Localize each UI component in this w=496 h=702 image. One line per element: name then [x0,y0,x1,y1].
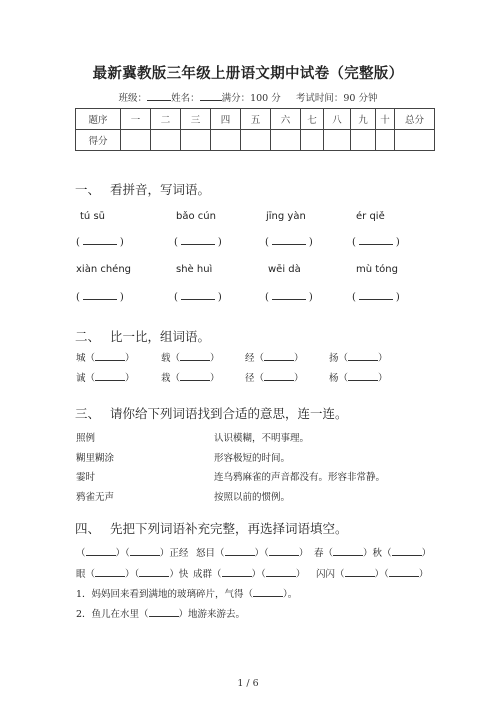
paren-close: ） [378,353,388,364]
answer-blank[interactable] [265,235,313,248]
answer-blank[interactable] [76,235,124,248]
paren-close: ) [395,237,400,248]
section-number: 一、 [75,182,101,197]
question-text: ）。 [283,589,298,600]
score-row [76,130,435,151]
paren-open: （ [85,569,96,580]
score-cell[interactable] [241,130,271,151]
question-text: 2．鱼儿在水里（ [76,609,149,620]
paren-close: ） [295,569,306,580]
blank-line[interactable] [139,567,169,577]
blank-line[interactable] [272,235,306,245]
idiom-text: 春 [314,548,324,559]
blank-line[interactable] [272,290,306,300]
paren-open: ( [265,237,269,248]
pinyin: jīng yàn [266,211,306,222]
name-label: 姓名： [171,93,200,104]
score-cell[interactable] [301,130,324,151]
header-cell: 十 [376,109,395,130]
header-cell: 题序 [76,109,121,130]
idiom-text: 成群 [193,569,213,580]
idiom-text: 秋 [372,548,383,559]
score-cell[interactable] [324,130,351,151]
paren-close: ） [210,353,220,364]
paren-open: ( [76,237,80,248]
idiom-text: 怒目 [196,548,216,559]
question-2 [76,606,245,620]
paren-open: ( [76,292,80,303]
answer-blank[interactable] [174,290,222,303]
exam-time: 考试时间：90 分钟 [295,93,378,104]
paren-open: （ [76,548,86,559]
question-1 [76,586,297,600]
name-blank[interactable] [200,91,222,101]
paren-close: ） [421,548,432,559]
page-number: 1 / 6 [237,678,259,689]
match-left-item[interactable]: 鸦雀无声 [76,492,115,503]
blank-line[interactable] [264,351,294,361]
score-cell[interactable] [376,130,395,151]
score-table-header-row [76,109,435,130]
score-cell[interactable] [271,130,301,151]
full-score: 满分：100 分 [221,93,281,104]
section-3-heading [75,404,348,422]
blank-line[interactable] [95,567,125,577]
match-right-item[interactable]: 认识模糊，不明事理。 [214,433,310,444]
blank-line[interactable] [269,546,299,556]
paren-open: （ [170,373,181,384]
paren-close: ） [115,548,126,559]
paren-open: ( [174,237,178,248]
paren-open: ( [352,237,356,248]
paren-close: ） [294,373,304,384]
pinyin: mù tóng [356,264,398,275]
section-title: 先把下列词语补充完整，再选择词语填空。 [110,521,348,536]
character: 栽 [161,373,171,384]
idiom-text: 闪闪 [316,569,336,580]
character: 诚 [76,373,86,384]
idiom-item [316,566,428,580]
compare-item [329,350,388,364]
header-cell: 九 [351,109,376,130]
paren-close: ） [254,548,265,559]
paren-close: ) [217,237,222,248]
character: 径 [245,373,255,384]
blank-line[interactable] [86,546,116,556]
paren-open: （ [338,353,349,364]
match-right-item[interactable]: 形容极短的时间。 [214,453,291,464]
match-left-item[interactable]: 糊里糊涂 [76,453,115,464]
compare-item [76,370,135,384]
idiom-item [76,545,188,559]
paren-open: （ [254,353,265,364]
paren-open: （ [384,569,389,580]
compare-item [76,350,135,364]
paren-open: （ [382,548,392,559]
blank-line[interactable] [264,371,294,381]
answer-blank[interactable] [76,290,124,303]
paren-close: ） [125,353,135,364]
compare-item [161,350,220,364]
blank-line[interactable] [181,235,215,245]
character: 杨 [329,373,339,384]
idiom-item [193,566,305,580]
paren-close: ） [125,373,135,384]
blank-line[interactable] [359,290,393,300]
compare-item [245,350,304,364]
idiom-item [314,545,431,559]
section-number: 二、 [75,329,101,344]
paren-close: ) [308,237,313,248]
header-cell: 八 [324,109,351,130]
question-text: ）地游来游去。 [178,609,246,620]
paren-open: ( [352,292,356,303]
blank-line[interactable] [95,351,125,361]
paren-open: （ [212,569,222,580]
blank-line[interactable] [83,235,117,245]
answer-blank[interactable] [174,235,222,248]
blank-line[interactable] [345,567,375,577]
character: 载 [161,353,171,364]
blank-line[interactable] [95,371,125,381]
header-cell: 七 [301,109,324,130]
paren-close: ) [308,292,313,303]
header-cell: 四 [211,109,241,130]
blank-line[interactable] [83,290,117,300]
pinyin: ér qiě [356,211,385,222]
question-text: 1．妈妈回来看到满地的玻璃碎片，气得（ [76,589,254,600]
paren-close: ） [125,569,135,580]
paren-close: ） [378,373,388,384]
blank-line[interactable] [389,567,419,577]
paren-close: ） [159,548,170,559]
blank-line[interactable] [348,351,378,361]
section-title: 请你给下列词语找到合适的意思，连一连。 [110,406,348,421]
score-cell[interactable] [211,130,241,151]
paren-close: ） [374,569,385,580]
exam-info [0,90,496,104]
match-left-item[interactable]: 照例 [76,433,96,444]
paren-open: （ [338,373,349,384]
paren-open: （ [134,569,140,580]
blank-line[interactable] [222,567,252,577]
blank-line[interactable] [253,587,283,597]
class-blank[interactable] [147,91,171,101]
character: 扬 [329,353,339,364]
paren-close: ） [363,548,373,559]
blank-line[interactable] [392,546,422,556]
paren-close: ） [210,373,220,384]
character: 城 [76,353,86,364]
answer-blank[interactable] [352,290,400,303]
section-title: 看拼音，写词语。 [110,182,211,197]
blank-line[interactable] [348,371,378,381]
paren-open: ( [265,292,269,303]
paren-close: ) [119,237,124,248]
paren-open: （ [125,548,130,559]
idiom-item [76,566,188,580]
compare-item [161,370,220,384]
section-4-heading [75,519,348,537]
idiom-text: 快 [178,569,189,580]
idiom-text: 正经 [169,548,189,559]
paren-open: （ [85,353,96,364]
answer-blank[interactable] [265,290,313,303]
paren-open: ( [174,292,178,303]
section-title: 比一比，组词语。 [110,329,211,344]
paren-open: （ [85,373,96,384]
section-number: 三、 [75,406,101,421]
character: 经 [245,353,255,364]
paren-close: ） [418,569,429,580]
score-cell[interactable] [121,130,151,151]
match-left-item[interactable]: 霎时 [76,472,96,483]
paren-close: ） [294,353,304,364]
section-1-heading [75,180,210,198]
pinyin: xiàn chéng [76,264,132,275]
blank-line[interactable] [225,546,255,556]
match-right-item[interactable]: 按照以前的惯例。 [214,492,291,503]
pinyin: tú sū [80,211,105,222]
score-cell[interactable] [151,130,181,151]
idiom-item [196,545,308,559]
header-cell: 一 [121,109,151,130]
header-cell: 二 [151,109,181,130]
blank-line[interactable] [130,546,160,556]
paren-open: （ [261,569,266,580]
score-row-label: 得分 [76,130,121,151]
idiom-text: 眼 [76,569,86,580]
header-cell: 三 [181,109,211,130]
score-table [75,108,435,151]
header-cell: 总分 [395,109,435,130]
compare-item [329,370,388,384]
pinyin: bǎo cún [176,211,216,222]
compare-item [245,370,304,384]
paren-open: （ [170,353,181,364]
paren-close: ） [169,569,179,580]
paren-close: ） [298,548,309,559]
match-right-item[interactable]: 连乌鸦麻雀的声音都没有。形容非常静。 [214,472,386,483]
header-cell: 五 [241,109,271,130]
pinyin: shè huì [176,264,213,275]
blank-line[interactable] [180,351,210,361]
blank-line[interactable] [359,235,393,245]
paren-open: （ [323,548,334,559]
answer-blank[interactable] [352,235,400,248]
paren-close: ) [217,292,222,303]
paren-open: （ [254,373,265,384]
blank-line[interactable] [181,290,215,300]
blank-line[interactable] [333,546,363,556]
paren-open: （ [335,569,345,580]
blank-line[interactable] [266,567,296,577]
section-number: 四、 [75,521,101,536]
page-title: 最新冀教版三年级上册语文期中试卷（完整版） [92,66,404,82]
blank-line[interactable] [149,607,179,617]
header-cell: 六 [271,109,301,130]
class-label: 班级： [118,93,148,104]
score-cell[interactable] [181,130,211,151]
score-cell[interactable] [395,130,435,151]
score-cell[interactable] [351,130,376,151]
blank-line[interactable] [180,371,210,381]
paren-open: （ [264,548,269,559]
paren-close: ) [395,292,400,303]
section-2-heading [75,327,210,345]
paren-open: （ [215,548,225,559]
pinyin: wēi dà [268,264,301,275]
paren-close: ） [251,569,262,580]
paren-close: ) [119,292,124,303]
